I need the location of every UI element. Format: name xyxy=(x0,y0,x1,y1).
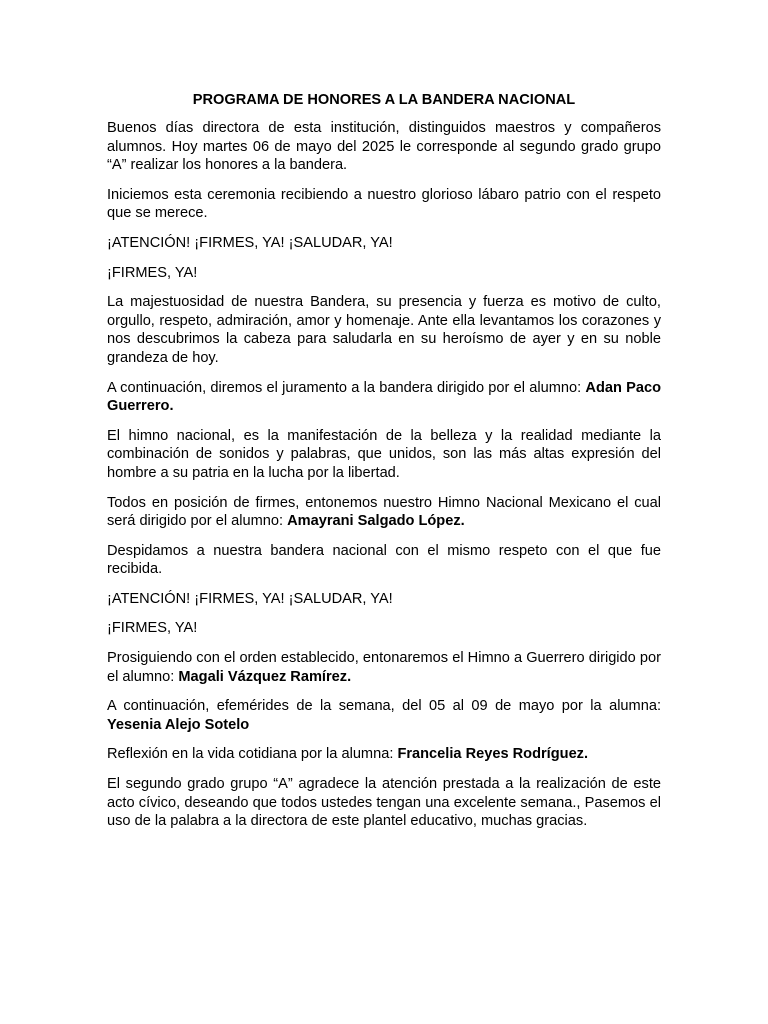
paragraph-national-anthem xyxy=(107,494,661,531)
paragraph-ephemerides-text: A continuación, efemérides de la semana, del 05 al 09 de mayo por la alumna: xyxy=(107,698,661,715)
paragraph-command-salute-2: ¡ATENCIÓN! ¡FIRMES, YA! ¡SALUDAR, YA! xyxy=(107,590,393,607)
student-name-anthem: Amayrani Salgado López. xyxy=(287,513,465,530)
paragraph-flag-majesty: La majestuosidad de nuestra Bandera, su presencia y fuerza es motivo de culto, orgullo, respeto, admiración, amor y homenaje. Ante ella levantamos los corazones y nos descubrimos la cabeza para saludarla en su heroísmo de ayer y en su noble grandeza de hoy. xyxy=(107,294,661,366)
document-page xyxy=(107,91,661,842)
student-name-oath: Adan Paco Guerrero. xyxy=(107,379,662,415)
paragraph-command-salute: ¡ATENCIÓN! ¡FIRMES, YA! ¡SALUDAR, YA! xyxy=(107,234,393,251)
paragraph-command-firm: ¡FIRMES, YA! xyxy=(107,264,198,281)
paragraph-command-firm-2: ¡FIRMES, YA! xyxy=(107,620,198,637)
paragraph-oath xyxy=(107,379,661,416)
paragraph-start-ceremony: Iniciemos esta ceremonia recibiendo a nuestro glorioso lábaro patrio con el respeto que se merece. xyxy=(107,186,661,222)
document-title: PROGRAMA DE HONORES A LA BANDERA NACIONAL xyxy=(192,92,576,108)
paragraph-anthem-description: El himno nacional, es la manifestación de la belleza y la realidad mediante la combinación de sonidos y palabras, que unidos, son las más altas expresión del hombre a su patria en la lucha por la libertad. xyxy=(107,427,661,481)
paragraph-greeting: Buenos días directora de esta institución, distinguidos maestros y compañeros alumnos. Hoy martes 06 de mayo del 2025 le corresponde al segundo grado grupo “A” realizar los honores a la bandera. xyxy=(107,120,661,174)
paragraph-farewell-flag: Despidamos a nuestra bandera nacional con el mismo respeto con el que fue recibida. xyxy=(107,542,661,578)
paragraph-oath-text: A continuación, diremos el juramento a la bandera dirigido por el alumno: xyxy=(107,379,586,396)
paragraph-guerrero-anthem-text: Prosiguiendo con el orden establecido, entonaremos el Himno a Guerrero dirigido por el alumno: xyxy=(107,650,661,685)
student-name-reflection: Francelia Reyes Rodríguez. xyxy=(397,746,589,763)
paragraph-guerrero-anthem xyxy=(107,649,661,686)
paragraph-reflection-text: Reflexión en la vida cotidiana por la alumna: xyxy=(107,746,398,763)
student-name-ephemerides: Yesenia Alejo Sotelo xyxy=(107,716,250,733)
paragraph-national-anthem-text: Todos en posición de firmes, entonemos nuestro Himno Nacional Mexicano el cual será dirigido por el alumno: xyxy=(107,494,661,530)
paragraph-reflection xyxy=(107,745,661,764)
paragraph-closing: El segundo grado grupo “A” agradece la atención prestada a la realización de este acto cívico, deseando que todos ustedes tengan una excelente semana., Pasemos el uso de la palabra a la directora de este plantel educativo, muchas gracias. xyxy=(107,776,661,830)
paragraph-ephemerides xyxy=(107,697,661,734)
student-name-guerrero: Magali Vázquez Ramírez. xyxy=(178,668,352,685)
